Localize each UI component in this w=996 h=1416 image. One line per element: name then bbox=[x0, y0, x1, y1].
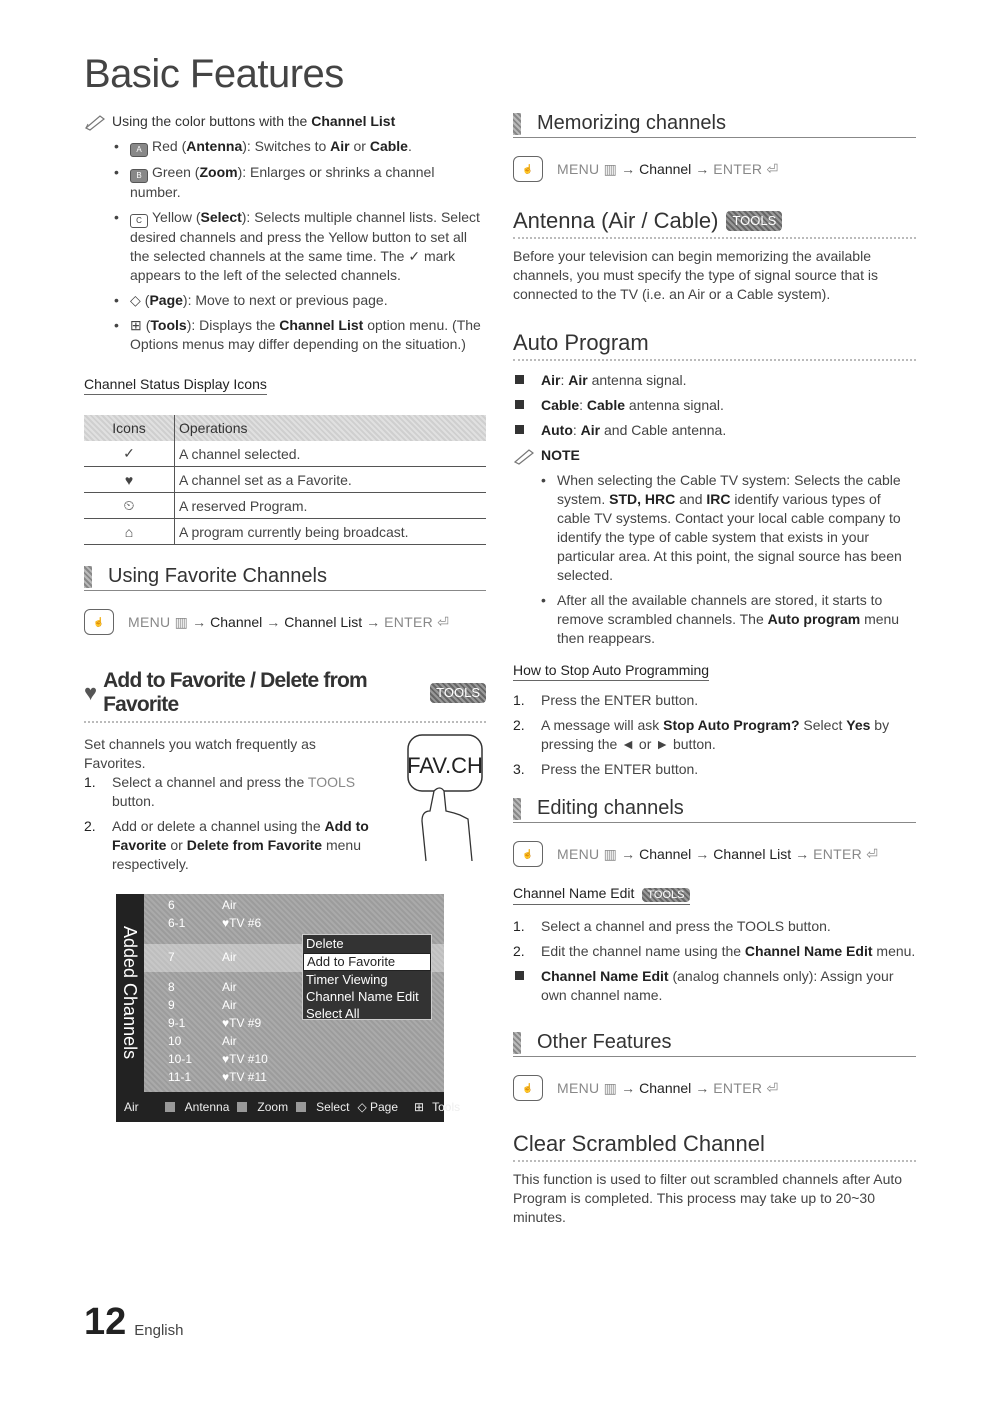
channel-name-edit-heading: Channel Name Edit TOOLS bbox=[513, 885, 690, 905]
status-heading: Channel Status Display Icons bbox=[84, 376, 267, 395]
clock-icon: ⏲ bbox=[84, 493, 175, 519]
a-button-icon bbox=[165, 1102, 175, 1112]
osd-menu-item[interactable]: Timer Viewing bbox=[306, 972, 388, 987]
section-using-favorite: Using Favorite Channels bbox=[84, 565, 486, 591]
list-item: Channel Name Edit (analog channels only): Assign your own channel name. bbox=[513, 967, 916, 1005]
status-table bbox=[84, 415, 486, 545]
section-bar bbox=[513, 113, 521, 135]
list-item: • When selecting the Cable TV system: Selects the cable system. STD, HRC and IRC identify various types of cable TV systems. Contact your local cable company to identify the type of cable system that exists in your particular area. At this point, the signal source has been selected. bbox=[541, 471, 916, 585]
osd-row: 8 Air bbox=[168, 980, 237, 994]
yellow-button-icon: C bbox=[130, 214, 148, 228]
editing-steps bbox=[513, 917, 916, 961]
red-button-icon: A bbox=[130, 143, 148, 157]
osd-row: 7 Air bbox=[168, 950, 237, 964]
osd-menu-item[interactable]: Select All bbox=[306, 1006, 360, 1021]
tools-badge: TOOLS bbox=[726, 211, 782, 231]
heart-icon: ♥ bbox=[84, 467, 175, 493]
channel-list-screen bbox=[116, 894, 461, 1122]
list-item: 2. Edit the channel name using the Channel Name Edit menu. bbox=[513, 943, 916, 959]
tools-icon: ⊞ bbox=[130, 317, 142, 333]
add-favorite-body: FAV.CH Set channels you watch frequently as Favorites. 1. Select a channel and press the TOOLS button. 2. Add or delete a channel using the Add to Favorite or Delete from Favorite menu respectively. bbox=[84, 735, 486, 874]
list-item: 1. Select a channel and press the TOOLS button. bbox=[84, 774, 356, 809]
menu-path: ☝ MENU ▥ → Channel → ENTER ⏎ bbox=[513, 156, 916, 182]
auto-program-list bbox=[513, 371, 916, 440]
list-item: • B Green (Zoom): Enlarges or shrinks a channel number. bbox=[114, 163, 486, 202]
section-memorizing: Memorizing channels bbox=[513, 112, 916, 138]
list-item: • C Yellow (Select): Selects multiple channel lists. Select desired channels and press the Yellow button to set all the selected channels at the same time. The ✓ mark appears to the left of the selected channels. bbox=[114, 208, 486, 285]
section-editing: Editing channels bbox=[513, 797, 916, 823]
page-icon: ◇ bbox=[130, 292, 141, 308]
stop-heading: How to Stop Auto Programming bbox=[513, 662, 709, 681]
osd-row: 9-1 ♥TV #9 bbox=[168, 1016, 262, 1030]
list-item: 1. Select a channel and press the TOOLS button. bbox=[513, 918, 831, 934]
clear-scrambled-description: This function is used to filter out scrambled channels after Auto Program is completed. This process may take up to 20~30 minutes. bbox=[513, 1171, 903, 1225]
tools-icon: ⊞ bbox=[414, 1100, 425, 1114]
table-row: ⏲ A reserved Program. bbox=[84, 493, 486, 519]
menu-path: ☝ MENU ▥ → Channel → Channel List → ENTER ⏎ bbox=[513, 841, 916, 867]
list-item: • ◇ (Page): Move to next or previous page. bbox=[114, 291, 486, 310]
list-item: Cable: Cable antenna signal. bbox=[513, 396, 916, 415]
column-header: Operations bbox=[175, 415, 487, 441]
column-header: Icons bbox=[84, 415, 175, 441]
menu-path: ☝ MENU ▥ → Channel → ENTER ⏎ bbox=[513, 1075, 916, 1101]
osd-menu-item[interactable]: Channel Name Edit bbox=[306, 989, 419, 1004]
antenna-heading: Antenna (Air / Cable) TOOLS bbox=[513, 208, 916, 239]
add-favorite-heading: ♥ Add to Favorite / Delete from Favorite TOOLS bbox=[84, 669, 486, 723]
intro-note: Using the color buttons with the Channel List bbox=[84, 112, 486, 131]
auto-program-heading: Auto Program bbox=[513, 330, 916, 361]
svg-text:FAV.CH: FAV.CH bbox=[407, 753, 483, 778]
color-button-list bbox=[114, 137, 486, 354]
clear-scrambled-heading: Clear Scrambled Channel bbox=[513, 1131, 916, 1162]
broadcast-icon: ⌂ bbox=[84, 519, 175, 545]
left-column bbox=[84, 112, 486, 1122]
right-column bbox=[513, 112, 916, 1227]
osd-row: 11-1 ♥TV #11 bbox=[168, 1070, 267, 1084]
section-bar bbox=[513, 798, 521, 820]
table-row: ♥ A channel set as a Favorite. bbox=[84, 467, 486, 493]
osd-row: 10 Air bbox=[168, 1034, 237, 1048]
page-title: Basic Features bbox=[84, 52, 344, 96]
pencil-icon bbox=[84, 114, 106, 130]
list-item: • ⊞ (Tools): Displays the Channel List option menu. (The Options menus may differ depending on the situation.) bbox=[114, 316, 486, 354]
check-icon: ✓ bbox=[84, 441, 175, 467]
page-number: 12 bbox=[84, 1301, 127, 1343]
osd-row: 10-1 ♥TV #10 bbox=[168, 1052, 268, 1066]
language-label: English bbox=[134, 1322, 184, 1339]
page-footer bbox=[84, 1303, 183, 1341]
antenna-description: Before your television can begin memorizing the available channels, you must specify the type of signal source that is connected to the TV (i.e. an Air or a Cable system). bbox=[513, 248, 878, 302]
stop-steps bbox=[513, 691, 916, 779]
osd-menu-item[interactable]: Delete bbox=[306, 936, 344, 951]
tools-badge: TOOLS bbox=[642, 888, 689, 902]
table-row: ✓ A channel selected. bbox=[84, 441, 486, 467]
list-item: Auto: Air and Cable antenna. bbox=[513, 421, 916, 440]
list-item: • A Red (Antenna): Switches to Air or Cable. bbox=[114, 137, 486, 157]
table-row: ⌂ A program currently being broadcast. bbox=[84, 519, 486, 545]
note-list bbox=[541, 471, 916, 648]
menu-remote-icon: ☝ bbox=[513, 841, 543, 867]
list-item: 1. Press the ENTER button. bbox=[513, 692, 699, 708]
osd-bottom-bar: Air Antenna Zoom Select ◇ Page ⊞ Tools bbox=[116, 1092, 444, 1122]
b-button-icon bbox=[237, 1102, 247, 1112]
menu-remote-icon: ☝ bbox=[513, 1075, 543, 1101]
osd-row: 6-1 ♥TV #6 bbox=[168, 916, 262, 930]
fav-ch-button-icon bbox=[396, 731, 486, 861]
heart-icon: ♥ bbox=[84, 680, 98, 705]
add-favorite-steps bbox=[84, 773, 384, 874]
list-item: 2. Add or delete a channel using the Add to Favorite or Delete from Favorite menu respectively. bbox=[84, 818, 369, 872]
list-item: • After all the available channels are stored, it starts to remove scrambled channels. The Auto program menu then reappears. bbox=[541, 591, 916, 648]
note-label: NOTE bbox=[513, 446, 916, 465]
osd-row: 9 Air bbox=[168, 998, 237, 1012]
menu-remote-icon: ☝ bbox=[84, 609, 114, 635]
osd-row: 6 Air bbox=[168, 898, 237, 912]
pencil-icon bbox=[513, 448, 535, 464]
osd-tools-menu bbox=[302, 934, 432, 1020]
c-button-icon bbox=[296, 1102, 306, 1112]
section-bar bbox=[513, 1032, 521, 1054]
list-item: 2. A message will ask Stop Auto Program? Select Yes by pressing the ◄ or ► button. bbox=[513, 717, 890, 752]
section-other: Other Features bbox=[513, 1031, 916, 1057]
section-bar bbox=[84, 566, 92, 588]
editing-list bbox=[513, 967, 916, 1005]
osd-side-panel: Added Channels bbox=[116, 894, 144, 1092]
tools-badge: TOOLS bbox=[430, 683, 486, 703]
osd-menu-item[interactable]: Add to Favorite bbox=[303, 953, 431, 971]
menu-path: ☝ MENU ▥ → Channel → Channel List → ENTER ⏎ bbox=[84, 609, 486, 635]
green-button-icon: B bbox=[130, 169, 148, 183]
list-item: 3. Press the ENTER button. bbox=[513, 761, 699, 777]
menu-remote-icon: ☝ bbox=[513, 156, 543, 182]
list-item: Air: Air antenna signal. bbox=[513, 371, 916, 390]
